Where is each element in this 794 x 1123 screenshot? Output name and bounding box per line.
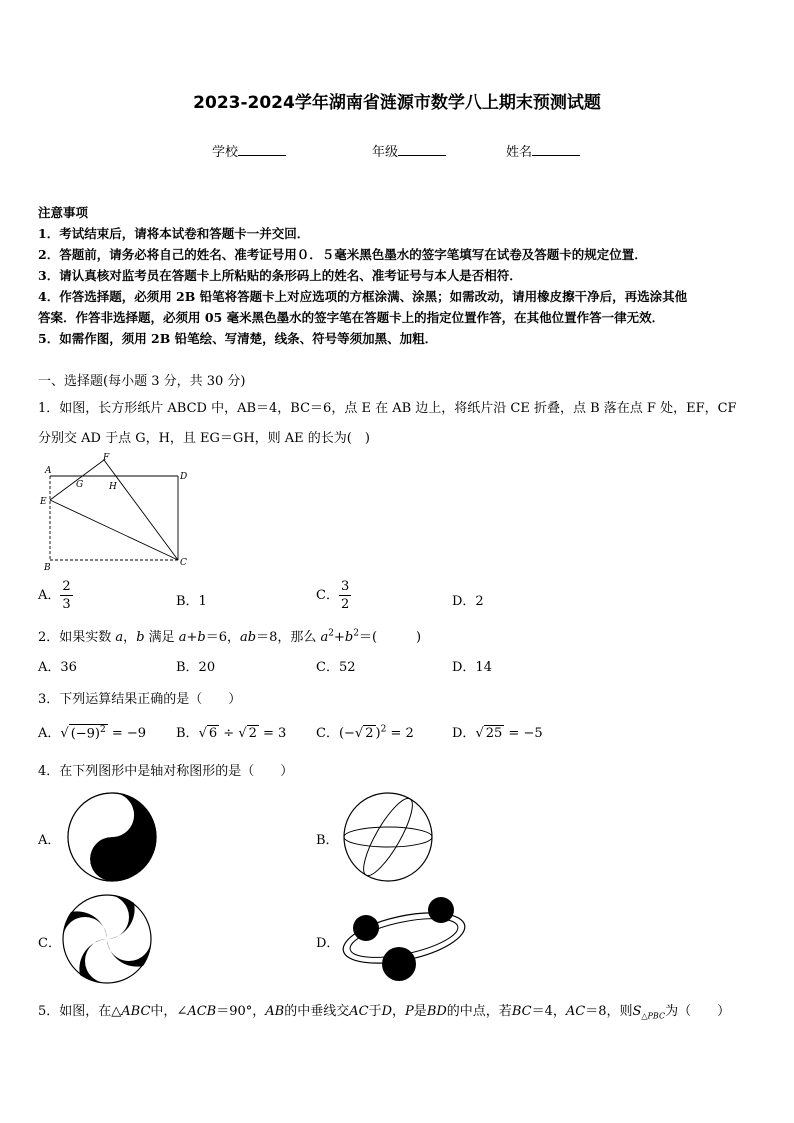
- q3-option-d[interactable]: D．√ 25 = −5: [452, 726, 543, 741]
- q3-option-c[interactable]: C．(−√ 2 )$^2$ = 2: [316, 724, 414, 741]
- paren: (−: [338, 726, 355, 741]
- rhs: = −9: [107, 726, 147, 741]
- q2-option-c[interactable]: C．52: [316, 660, 356, 675]
- q4-option-c-label[interactable]: C．: [38, 936, 61, 951]
- school-label: 学校: [212, 145, 239, 160]
- name-label: 姓名: [506, 145, 533, 160]
- q1-option-c[interactable]: [316, 578, 351, 613]
- denominator: 2: [340, 597, 350, 612]
- text: 的中垂线交: [284, 1004, 350, 1019]
- radicand: 2: [248, 726, 257, 741]
- math: S: [632, 1004, 642, 1019]
- exponent: 2: [353, 628, 359, 639]
- school-field[interactable]: [212, 141, 286, 160]
- fraction: [60, 578, 72, 613]
- rhs: = −5: [504, 726, 543, 741]
- text: ＝6，: [205, 630, 241, 645]
- var: b: [136, 630, 145, 645]
- label-B: B: [44, 563, 51, 573]
- expr: a+b: [178, 630, 206, 645]
- text: 的中点，若: [446, 1004, 512, 1019]
- option-label: A．: [38, 588, 61, 603]
- exponent: 2: [100, 724, 106, 735]
- text: ，: [392, 1004, 406, 1019]
- q2-option-b[interactable]: B．20: [176, 660, 216, 675]
- sphere-figure[interactable]: [340, 792, 436, 882]
- section-heading: 一、选择题(每小题 3 分，共 30 分): [38, 374, 246, 389]
- q1-text-line2: 分别交 AD 于点 G，H，且 EG＝GH，则 AE 的长为( ): [38, 431, 370, 446]
- label-H: H: [109, 482, 117, 492]
- q4-text: 4．在下列图形中是轴对称图形的是（ ）: [38, 764, 294, 779]
- q1-option-b[interactable]: B．1: [176, 594, 207, 609]
- school-blank[interactable]: [238, 143, 286, 156]
- option-label: C．: [316, 726, 339, 741]
- operator: ÷: [219, 726, 239, 741]
- q5-text: [38, 1000, 730, 1021]
- radicand: 2: [365, 726, 374, 741]
- math: D: [381, 1004, 393, 1019]
- yin-yang-figure[interactable]: [64, 792, 160, 882]
- grade-label: 年级: [372, 145, 399, 160]
- math: BD: [426, 1004, 447, 1019]
- note-item: 5．如需作图，须用 2B 铅笔绘、写清楚，线条、符号等须加黑、加粗．: [38, 331, 438, 346]
- label-A: A: [45, 466, 52, 476]
- math: P: [405, 1004, 414, 1019]
- text: 中，: [150, 1004, 177, 1019]
- rhs: = 2: [386, 726, 414, 741]
- text: 2．如果实数: [38, 630, 116, 645]
- fraction: [339, 578, 351, 613]
- grade-blank[interactable]: [398, 143, 446, 156]
- expr: ab: [240, 630, 257, 645]
- option-label: D．: [452, 726, 476, 741]
- value: (−9): [70, 726, 100, 741]
- label-G: G: [76, 480, 84, 490]
- text: ，: [123, 630, 137, 645]
- math: AC: [349, 1004, 369, 1019]
- note-item: 2．答题前，请务必将自己的姓名、准考证号用０．５毫米黑色墨水的签字笔填写在试卷及答题卡的规定位置．: [38, 247, 647, 262]
- exponent: 2: [328, 628, 335, 639]
- text: ＝4，: [531, 1004, 566, 1019]
- note-item: 4．作答选择题，必须用 2B 铅笔将答题卡上对应选项的方框涂满、涂黑；如需改动，请用橡皮擦干净后，再选涂其他: [38, 289, 688, 304]
- numerator: 3: [340, 579, 350, 594]
- name-field[interactable]: [506, 141, 580, 160]
- text: 5．如图，在: [38, 1004, 112, 1019]
- notes-heading: 注意事项: [38, 205, 89, 220]
- text: 为（ ）: [665, 1004, 731, 1019]
- note-item: 1．考试结束后，请将本试卷和答题卡一并交回．: [38, 226, 310, 241]
- name-blank[interactable]: [532, 143, 580, 156]
- math: BC: [511, 1004, 532, 1019]
- text: 是: [413, 1004, 427, 1019]
- label-C: C: [180, 558, 187, 568]
- math: AC: [565, 1004, 586, 1019]
- q2-option-d[interactable]: D．14: [452, 660, 492, 675]
- fold-EC: [50, 500, 178, 560]
- numerator: 2: [62, 579, 71, 594]
- q1-figure: [36, 452, 196, 576]
- option-label: B．: [176, 726, 199, 741]
- subscript: △PBC: [641, 1011, 666, 1021]
- orbit-figure[interactable]: [340, 894, 470, 986]
- q2-text: [38, 626, 421, 645]
- q1-option-d[interactable]: D．2: [452, 594, 484, 609]
- q3-option-b[interactable]: B．√ 6 ÷ √ 2 = 3: [176, 726, 287, 741]
- radicand: [69, 724, 108, 741]
- radicand: 6: [208, 726, 218, 741]
- q1-text-line1: 1．如图，长方形纸片 ABCD 中，AB＝4，BC＝6，点 E 在 AB 边上，将纸片沿 CE 折叠，点 B 落在点 F 处，EF，CF: [38, 401, 737, 416]
- radicand: 25: [485, 726, 503, 741]
- text: ＝( ): [358, 630, 422, 645]
- text: ＝8，那么: [256, 630, 321, 645]
- q3-text: 3．下列运算结果正确的是（ ）: [38, 692, 242, 707]
- q4-option-d-label[interactable]: D．: [316, 936, 340, 951]
- math: ∠ACB: [176, 1004, 217, 1019]
- q1-option-a[interactable]: [38, 578, 73, 613]
- var: a: [320, 630, 329, 645]
- note-item: 3．请认真核对监考员在答题卡上所粘贴的条形码上的姓名、准考证号与本人是否相符．: [38, 268, 522, 283]
- q4-option-a-label[interactable]: A．: [38, 833, 61, 848]
- var: b: [344, 630, 354, 645]
- rhs: = 3: [258, 726, 287, 741]
- label-D: D: [180, 472, 188, 482]
- q4-option-b-label[interactable]: B．: [316, 833, 339, 848]
- math: AB: [265, 1004, 285, 1019]
- var: a: [115, 630, 124, 645]
- option-label: C．: [316, 588, 339, 603]
- text: +: [334, 630, 345, 645]
- math: △ABC: [111, 1004, 151, 1019]
- swirl-figure[interactable]: [60, 894, 154, 984]
- q3-option-a[interactable]: A．√ $(-9)^2 = -9$: [38, 724, 147, 741]
- note-item: 答案．作答非选择题，必须用 05 毫米黑色墨水的签字笔在答题卡上的指定位置作答，在其他位置作答一律无效．: [38, 310, 665, 325]
- edge-FC: [104, 460, 178, 560]
- text: 满足: [144, 630, 179, 645]
- denominator: 3: [62, 597, 71, 612]
- option-label: A．: [38, 726, 61, 741]
- label-E: E: [40, 497, 47, 507]
- label-F: F: [103, 453, 110, 463]
- grade-field[interactable]: [372, 141, 446, 160]
- q2-option-a[interactable]: A．36: [38, 660, 77, 675]
- page-title: 2023-2024学年湖南省涟源市数学八上期末预测试题: [193, 93, 601, 113]
- text: ＝8，则: [585, 1004, 633, 1019]
- paren: ): [375, 726, 381, 741]
- text: 于: [368, 1004, 382, 1019]
- text: ＝90°，: [216, 1004, 266, 1019]
- exponent: 2: [380, 724, 387, 735]
